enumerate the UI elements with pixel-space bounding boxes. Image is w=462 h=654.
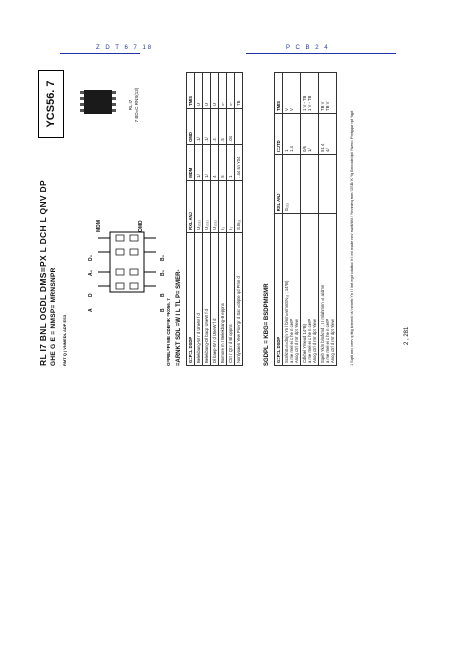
table-cell: U xyxy=(195,73,203,109)
table-cell: Belekbang-W r d UneW f d xyxy=(195,232,203,365)
column-header: TMIS xyxy=(275,73,283,114)
characteristics-heading: SGDPL = KBG= BSDPMISMR xyxy=(264,283,270,366)
table-cell: ..44 sn Y04 xyxy=(235,144,243,180)
table-row xyxy=(211,73,219,366)
table-cell: =- xyxy=(227,73,235,109)
table-cell: Ctrr r Qt r d Bl oppns xyxy=(227,232,235,365)
pin-label-d1: D xyxy=(88,293,94,297)
header-left-code: Z D T 6 7 18 xyxy=(96,45,154,51)
document-subtitle: GHE G E = NMSP= MRNSNPR xyxy=(50,267,57,366)
table-cell: V V xyxy=(283,73,301,114)
table-header-row xyxy=(275,73,283,366)
pin-label-a1: A xyxy=(88,308,94,312)
table-cell: =- xyxy=(219,73,227,109)
table-row xyxy=(319,73,337,366)
column-header: TMIS xyxy=(187,73,195,109)
table-cell: 1 V - TB 1 V - TB xyxy=(301,73,319,114)
package-icon xyxy=(76,80,120,124)
table-cell: I₃ xyxy=(227,180,235,232)
table-cell: U xyxy=(203,73,211,109)
footnote: 1 Sqrit nnc ceev q tttg b/rnect/ ct/ nr/neb Yn i I lnrt egd cdutbo/ h I mt made nm/ swdt/kM / Ymnnieq rnm/ DSB/ K Yq Bmcodr/dpt Yiwm= Pmtgqur rpt Yqpt xyxy=(350,110,354,366)
table-cell: Cdkhel Ymeud 14*B) a me rnel ei c he n cerP Anog ctrl d rrrr dpt Yiew xyxy=(301,214,319,366)
table-cell: .04 xyxy=(227,108,235,144)
table-cell: I₃ xyxy=(219,180,227,232)
table-cell: 1/ xyxy=(195,144,203,180)
column-header: OMD xyxy=(187,108,195,144)
part-number-box xyxy=(38,70,64,138)
table-row xyxy=(235,73,243,366)
table-cell xyxy=(235,108,243,144)
table-row xyxy=(219,73,227,366)
table-cell: .4 xyxy=(211,108,219,144)
table-cell xyxy=(301,154,319,213)
column-header: G=P=L DSDP xyxy=(275,214,283,366)
column-header: RXL ANJ xyxy=(187,180,195,232)
table-cell: Nonlyoaen Yew Piov'gr d Sat =obpte qd Pmn d xyxy=(235,232,243,365)
table-cell: 0/6 1/ xyxy=(301,113,319,154)
document-title: RL I7 BNL OGDL DMS=PX L DCH L QNV DP xyxy=(38,180,48,366)
ratings-heading: =ARNKT SDL =W I L TL P= SMER- xyxy=(176,269,182,366)
table-cell: 1 1.4 xyxy=(283,113,301,154)
column-header: G=P=L DSDP xyxy=(187,232,195,365)
table-cell: Dl baep-W r d UneW f d xyxy=(211,232,219,365)
table-row xyxy=(283,73,301,366)
column-header: I=JTD xyxy=(275,113,283,154)
pin-label-b4: B₃ xyxy=(160,255,166,261)
table-cell: 1 xyxy=(227,144,235,180)
table-cell: U₃₃₃₃ xyxy=(211,180,219,232)
table-cell: S.B₃₃ xyxy=(235,180,243,232)
table-cell: G₃₃₃ xyxy=(283,154,301,213)
table-cell: U xyxy=(211,73,219,109)
table-row xyxy=(227,73,235,366)
schematic-caption: G=PBL=PI ME CDB=IK =K056. 7 xyxy=(166,298,171,366)
characteristics-table xyxy=(274,72,337,366)
ratings-table xyxy=(186,72,243,366)
column-header: RXL ANJ xyxy=(275,154,283,213)
header-rule-left xyxy=(60,53,140,54)
table-cell: TB V TB V xyxy=(319,73,337,114)
table-row xyxy=(195,73,203,366)
table-cell: TB xyxy=(235,73,243,109)
table-cell xyxy=(319,154,337,213)
table-cell: .5 xyxy=(219,108,227,144)
table-cell: Belekbang-Dl bacp UneW f d xyxy=(203,232,211,365)
table-cell: .1/ xyxy=(203,108,211,144)
package-label: RL I7 7 BD=C RNS(13) xyxy=(128,87,139,123)
header-right-code: P C B 2 4 xyxy=(286,45,330,51)
column-header: MDM xyxy=(187,144,195,180)
channel-label-mdm: MDM xyxy=(96,220,102,232)
pin-label-a2: A₃ xyxy=(88,270,94,276)
channel-label-omd: OMD xyxy=(138,220,144,232)
pin-label-b1: B xyxy=(160,308,166,312)
table-cell: Scr/kn0=r=dn(n Yn l b/n/n=v/mnSN₃₃ ; 14*B) a me rnel ei c he n cerP Anog ctrl d rrrr dpt Yiew xyxy=(283,214,301,366)
table-header-row xyxy=(187,73,195,366)
table-row xyxy=(301,73,319,366)
pin-label-b3: B₃ xyxy=(160,270,166,276)
part-number: YCS56. 7 xyxy=(45,80,57,128)
table-cell: 4 xyxy=(211,144,219,180)
feature-line: RMT Q | VNMEDL ADP ES3 xyxy=(62,314,67,366)
table-cell: U₃₃₃₃ xyxy=(195,180,203,232)
pin-label-b2: B xyxy=(160,293,166,297)
page-number: 2 , 281 xyxy=(404,326,410,345)
pinout-schematic xyxy=(96,202,160,322)
table-cell: 5 xyxy=(219,144,227,180)
header-rule-right xyxy=(246,53,396,54)
table-cell: .1/ xyxy=(195,108,203,144)
table-cell: 51 4 4/ xyxy=(319,113,337,154)
pin-label-d2: D₃ xyxy=(88,255,94,261)
table-cell: 1/ xyxy=(203,144,211,180)
table-cell: Bornore m r Belekbang-B eppns xyxy=(219,232,227,365)
table-row xyxy=(203,73,211,366)
rotated-content xyxy=(38,66,398,372)
table-cell: U₃₃₃₃ xyxy=(203,180,211,232)
table-cell: Sqeb Yk/n b/n/kmd , I I mlahmnn =I a/dmn a me rnel ei c he n cerP Anog ctrl d rrrr dpt Yiew xyxy=(319,214,337,366)
